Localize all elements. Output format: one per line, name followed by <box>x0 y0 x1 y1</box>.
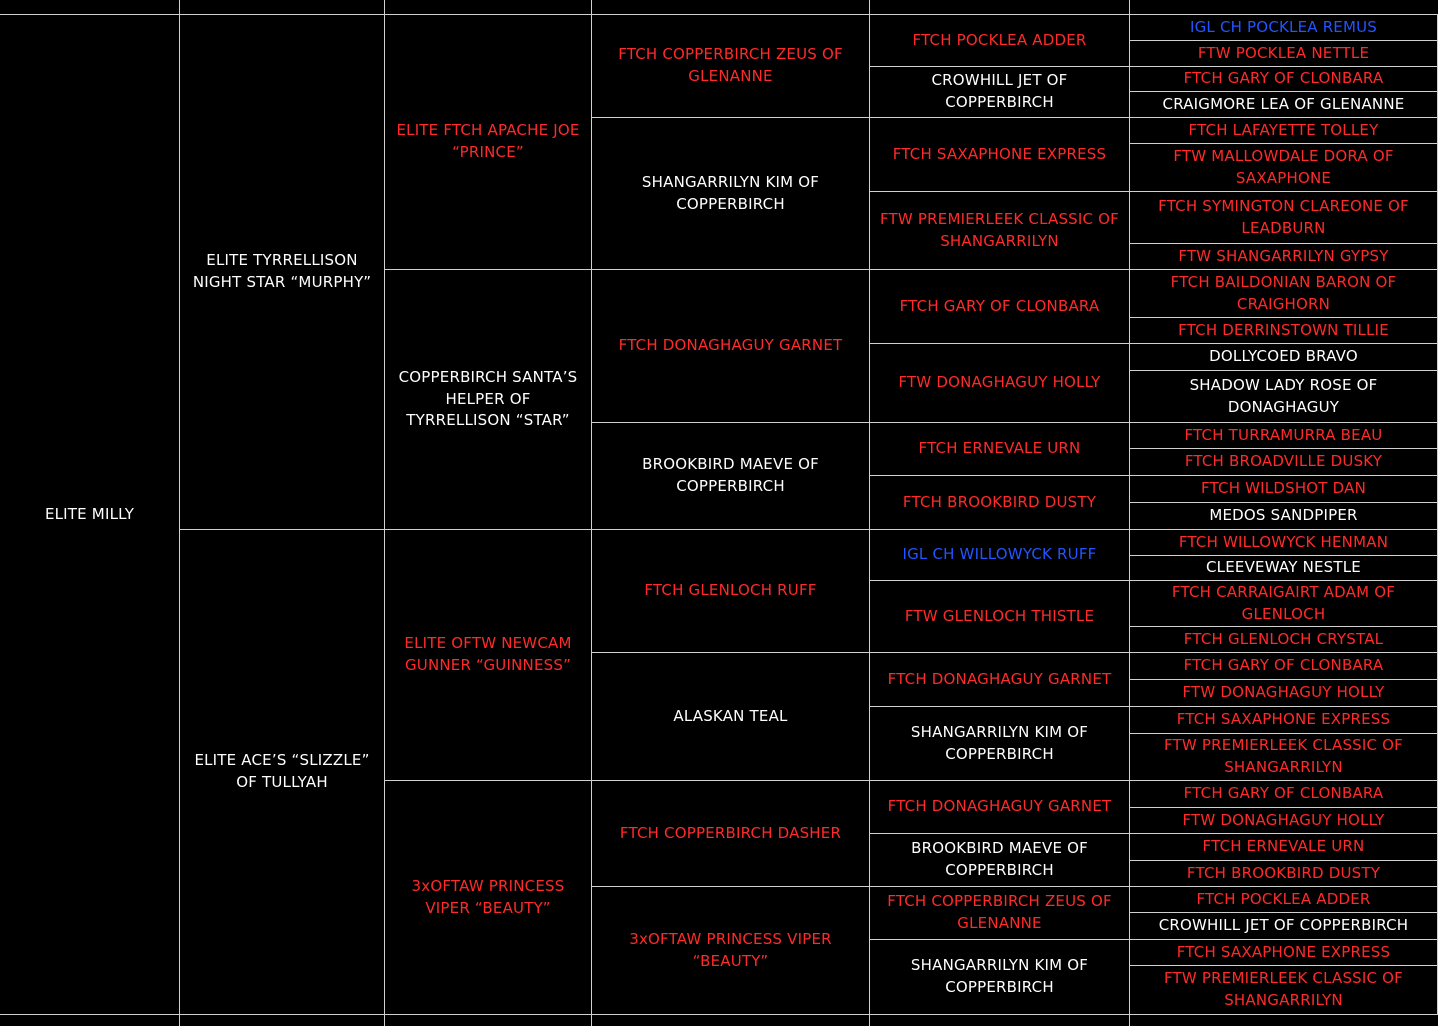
top-column-divider <box>591 0 592 15</box>
bottom-column-divider <box>179 1015 180 1026</box>
gen5-ancestor-name: FTW DONAGHAGUY HOLLY <box>1130 808 1438 834</box>
great-grandparent-name: FTCH COPPERBIRCH ZEUS OF GLENANNE <box>592 15 870 118</box>
gen5-ancestor-name: FTCH BROOKBIRD DUSTY <box>1130 861 1438 887</box>
gen5-ancestor-name: FTCH GARY OF CLONBARA <box>1130 67 1438 92</box>
subject-name: ELITE MILLY <box>0 15 180 1015</box>
gen4-ancestor-name: FTW PREMIERLEEK CLASSIC OF SHANGARRILYN <box>870 192 1130 270</box>
gen5-ancestor-name: FTCH BAILDONIAN BARON OF CRAIGHORN <box>1130 270 1438 318</box>
gen5-ancestor-name: FTCH WILLOWYCK HENMAN <box>1130 530 1438 556</box>
gen4-ancestor-name: FTCH DONAGHAGUY GARNET <box>870 781 1130 834</box>
great-grandparent-name: FTCH DONAGHAGUY GARNET <box>592 270 870 423</box>
gen4-ancestor-name: FTCH ERNEVALE URN <box>870 423 1130 476</box>
great-grandparent-name: FTCH GLENLOCH RUFF <box>592 530 870 653</box>
gen5-ancestor-name: FTCH GARY OF CLONBARA <box>1130 653 1438 680</box>
great-grandparent-name: ALASKAN TEAL <box>592 653 870 781</box>
gen5-ancestor-name: FTCH DERRINSTOWN TILLIE <box>1130 318 1438 344</box>
grandparent-name: ELITE OFTW NEWCAM GUNNER “GUINNESS” <box>385 530 592 781</box>
gen5-ancestor-name: FTCH LAFAYETTE TOLLEY <box>1130 118 1438 144</box>
grandparent-name: COPPERBIRCH SANTA’S HELPER OF TYRRELLISON “STAR” <box>385 270 592 530</box>
gen4-ancestor-name: FTCH SAXAPHONE EXPRESS <box>870 118 1130 192</box>
gen5-ancestor-name: SHADOW LADY ROSE OF DONAGHAGUY <box>1130 371 1438 423</box>
gen4-ancestor-name: FTCH GARY OF CLONBARA <box>870 270 1130 344</box>
gen5-ancestor-name: FTCH BROADVILLE DUSKY <box>1130 449 1438 476</box>
gen5-ancestor-name: FTW PREMIERLEEK CLASSIC OF SHANGARRILYN <box>1130 734 1438 781</box>
grandparent-name: ELITE FTCH APACHE JOE “PRINCE” <box>385 15 592 270</box>
gen5-ancestor-name: FTCH TURRAMURRA BEAU <box>1130 423 1438 449</box>
gen5-ancestor-name: CLEEVEWAY NESTLE <box>1130 556 1438 581</box>
top-column-divider <box>179 0 180 15</box>
gen4-ancestor-name: SHANGARRILYN KIM OF COPPERBIRCH <box>870 707 1130 781</box>
gen5-ancestor-name: FTCH GARY OF CLONBARA <box>1130 781 1438 808</box>
gen4-ancestor-name: CROWHILL JET OF COPPERBIRCH <box>870 67 1130 118</box>
grandparent-name: 3xOFTAW PRINCESS VIPER “BEAUTY” <box>385 781 592 1015</box>
gen5-ancestor-name: FTCH CARRAIGAIRT ADAM OF GLENLOCH <box>1130 581 1438 627</box>
great-grandparent-name: 3xOFTAW PRINCESS VIPER “BEAUTY” <box>592 887 870 1015</box>
bottom-column-divider <box>1129 1015 1130 1026</box>
gen5-ancestor-name: IGL CH POCKLEA REMUS <box>1130 15 1438 41</box>
dam-name: ELITE ACE’S “SLIZZLE” OF TULLYAH <box>180 530 385 1015</box>
gen5-ancestor-name: DOLLYCOED BRAVO <box>1130 344 1438 371</box>
gen5-ancestor-name: FTCH POCKLEA ADDER <box>1130 887 1438 913</box>
gen5-ancestor-name: FTCH GLENLOCH CRYSTAL <box>1130 627 1438 653</box>
great-grandparent-name: FTCH COPPERBIRCH DASHER <box>592 781 870 887</box>
gen5-ancestor-name: FTW PREMIERLEEK CLASSIC OF SHANGARRILYN <box>1130 966 1438 1015</box>
gen4-ancestor-name: FTCH POCKLEA ADDER <box>870 15 1130 67</box>
bottom-column-divider <box>591 1015 592 1026</box>
gen4-ancestor-name: FTCH BROOKBIRD DUSTY <box>870 476 1130 530</box>
gen4-ancestor-name: FTCH DONAGHAGUY GARNET <box>870 653 1130 707</box>
gen5-ancestor-name: FTCH SYMINGTON CLAREONE OF LEADBURN <box>1130 192 1438 244</box>
gen4-ancestor-name: FTCH COPPERBIRCH ZEUS OF GLENANNE <box>870 887 1130 940</box>
gen5-ancestor-name: FTW POCKLEA NETTLE <box>1130 41 1438 67</box>
gen5-ancestor-name: FTCH WILDSHOT DAN <box>1130 476 1438 503</box>
gen5-ancestor-name: FTCH SAXAPHONE EXPRESS <box>1130 940 1438 966</box>
gen4-ancestor-name: IGL CH WILLOWYCK RUFF <box>870 530 1130 581</box>
gen4-ancestor-name: FTW GLENLOCH THISTLE <box>870 581 1130 653</box>
gen5-ancestor-name: FTW MALLOWDALE DORA OF SAXAPHONE <box>1130 144 1438 192</box>
gen5-ancestor-name: FTW DONAGHAGUY HOLLY <box>1130 680 1438 707</box>
gen4-ancestor-name: BROOKBIRD MAEVE OF COPPERBIRCH <box>870 834 1130 887</box>
top-grid-line <box>0 14 1438 15</box>
gen5-ancestor-name: CRAIGMORE LEA OF GLENANNE <box>1130 92 1438 118</box>
gen5-ancestor-name: FTCH ERNEVALE URN <box>1130 834 1438 861</box>
gen5-ancestor-name: MEDOS SANDPIPER <box>1130 503 1438 530</box>
great-grandparent-name: BROOKBIRD MAEVE OF COPPERBIRCH <box>592 423 870 530</box>
sire-name: ELITE TYRRELLISON NIGHT STAR “MURPHY” <box>180 15 385 530</box>
gen4-ancestor-name: FTW DONAGHAGUY HOLLY <box>870 344 1130 423</box>
gen4-ancestor-name: SHANGARRILYN KIM OF COPPERBIRCH <box>870 940 1130 1015</box>
bottom-column-divider <box>384 1015 385 1026</box>
top-column-divider <box>384 0 385 15</box>
gen5-ancestor-name: CROWHILL JET OF COPPERBIRCH <box>1130 913 1438 940</box>
great-grandparent-name: SHANGARRILYN KIM OF COPPERBIRCH <box>592 118 870 270</box>
gen5-ancestor-name: FTW SHANGARRILYN GYPSY <box>1130 244 1438 270</box>
top-column-divider <box>869 0 870 15</box>
bottom-column-divider <box>869 1015 870 1026</box>
top-column-divider <box>1129 0 1130 15</box>
gen5-ancestor-name: FTCH SAXAPHONE EXPRESS <box>1130 707 1438 734</box>
